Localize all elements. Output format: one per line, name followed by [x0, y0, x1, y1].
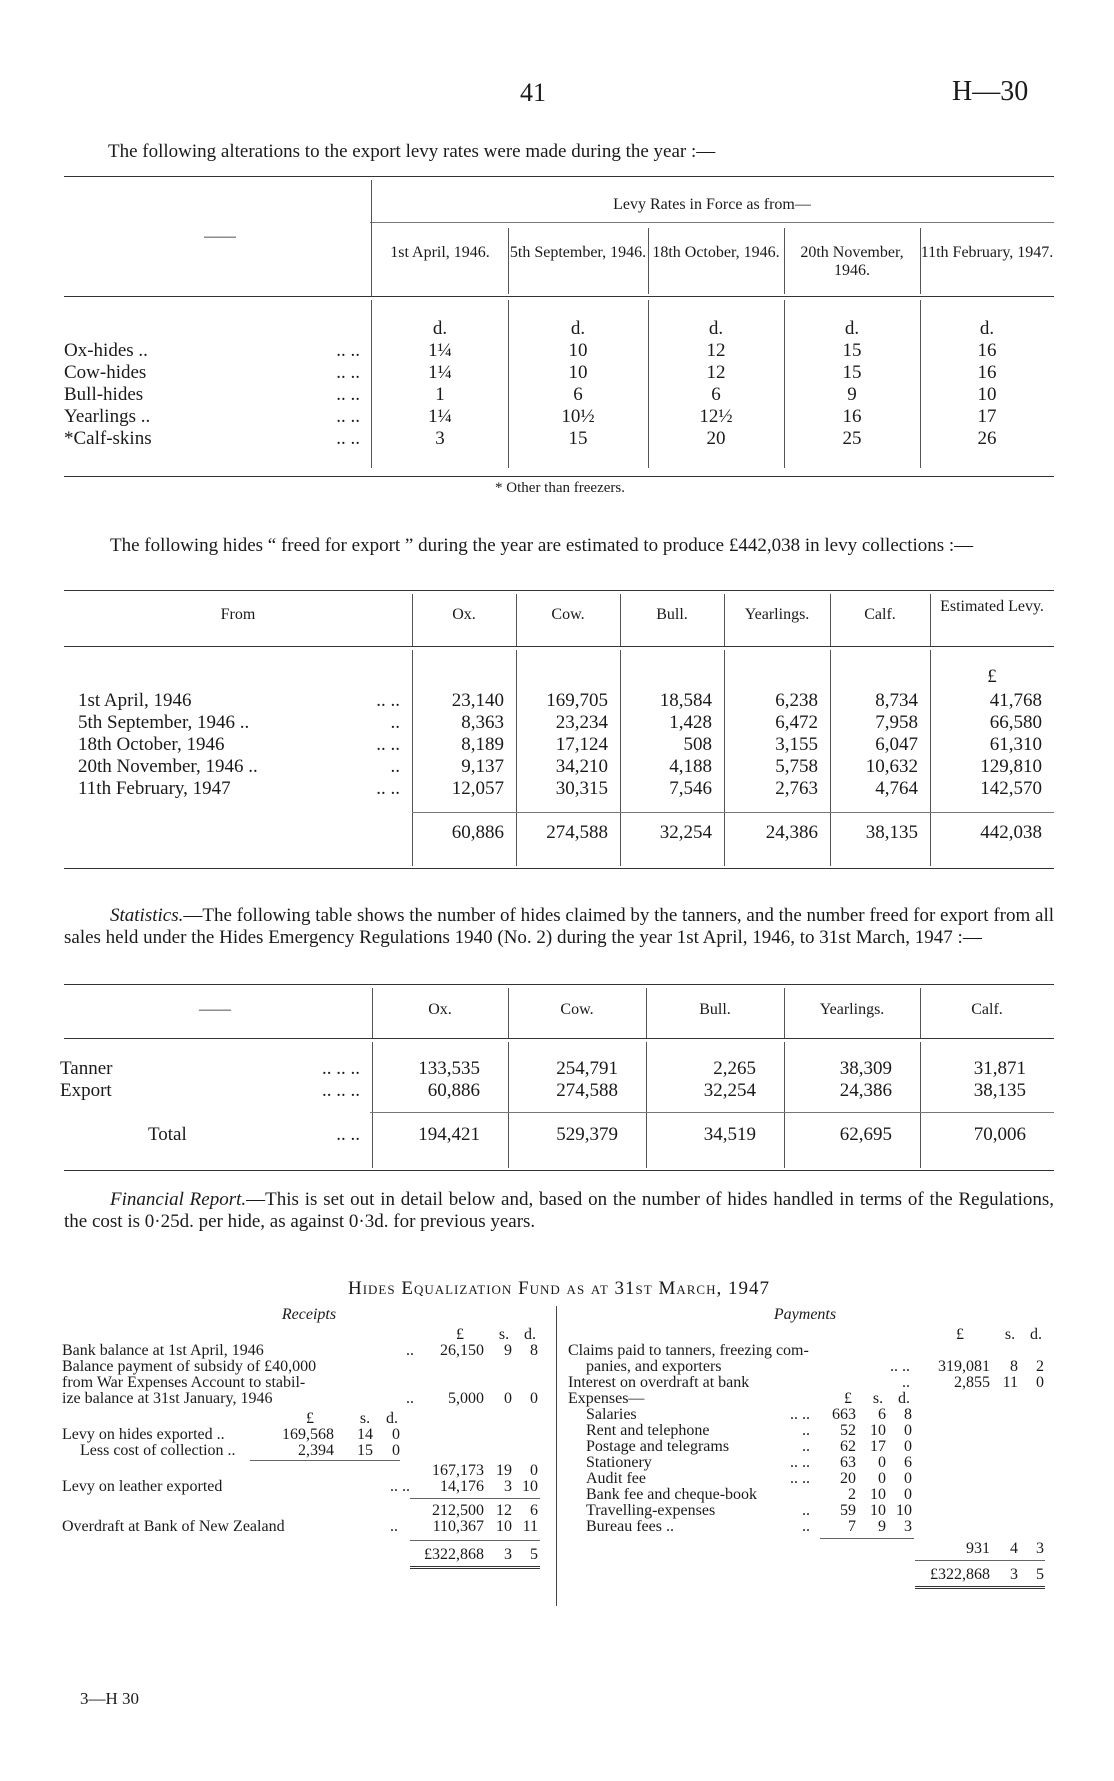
stat-total-cell: 70,006: [973, 1124, 1026, 1145]
expense-leader: ..: [802, 1502, 810, 1519]
freed-cell: 8,734: [875, 690, 918, 711]
freed-cell: 3,155: [775, 734, 818, 755]
expense-line: Bank fee and cheque-book: [586, 1486, 758, 1503]
expense-amount-pounds: 663: [832, 1406, 856, 1423]
levy-rate-cell: 10½: [561, 406, 595, 427]
lsd-heading-shillings: s.: [498, 1326, 510, 1343]
receipt-amount-pence: 8: [530, 1342, 538, 1359]
levy-rate-cell: 12: [706, 362, 726, 383]
freed-hides-intro: The following hides “ freed for export ” during the year are estimated to produce £442,038 in levy collections :—: [110, 535, 974, 556]
expenses-total-shillings: 4: [1010, 1540, 1018, 1557]
levy-rates-intro: The following alterations to the export levy rates were made during the year :—: [108, 141, 716, 162]
levy-hides-net-pence: 0: [530, 1462, 538, 1479]
levy-rate-cell: 1¼: [428, 406, 452, 427]
levy-hides-label: Levy on hides exported ..: [62, 1426, 225, 1443]
levy-column-heading: 20th November, 1946.: [800, 244, 904, 279]
less-collection-amount-pence: 0: [392, 1442, 400, 1459]
freed-cell: 10,632: [865, 756, 918, 777]
payment-amount-shillings: 11: [1002, 1374, 1018, 1391]
freed-cell: 30,315: [555, 778, 608, 799]
freed-total-cell: 24,386: [765, 822, 818, 843]
financial-lead: Financial Report.: [110, 1189, 247, 1210]
stat-row-leader: .. .. ..: [322, 1080, 360, 1101]
freed-cell: 2,763: [775, 778, 818, 799]
levy-rate-cell: 12: [706, 340, 726, 361]
document-code: H—30: [952, 76, 1029, 107]
levy-rate-cell: 1¼: [428, 362, 452, 383]
freed-total-cell: 60,886: [451, 822, 504, 843]
payments-heading: Payments: [773, 1306, 837, 1323]
expense-line: Postage and telegrams: [586, 1438, 730, 1455]
expense-leader: .. ..: [790, 1454, 810, 1471]
levy-unit-label: d.: [708, 318, 724, 339]
less-collection-amount-shillings: 15: [357, 1442, 373, 1459]
expense-line: Stationery: [586, 1454, 652, 1471]
expense-amount-pence: 0: [904, 1422, 912, 1439]
expense-leader: .. ..: [790, 1406, 810, 1423]
stat-header: Yearlings.: [819, 1001, 885, 1018]
freed-header-from: From: [220, 606, 256, 623]
receipts-total-pounds: £322,868: [424, 1546, 484, 1563]
stat-cell: 2,265: [713, 1058, 756, 1079]
payment-amount-pounds: 319,081: [938, 1358, 990, 1375]
levy-rate-cell: 16: [977, 340, 997, 361]
levy-leather-amount-shillings: 3: [504, 1478, 512, 1495]
expense-amount-pence: 6: [904, 1454, 912, 1471]
levy-row-leader: .. ..: [336, 406, 360, 427]
stat-total-cell: 62,695: [839, 1124, 892, 1145]
levy-footnote: * Other than freezers.: [495, 480, 625, 496]
lsd-expense-pounds: £: [844, 1390, 852, 1407]
expense-leader: ..: [802, 1438, 810, 1455]
payments-total-shillings: 3: [1010, 1566, 1018, 1583]
freed-cell: 41,768: [989, 690, 1042, 711]
financial-paragraph: [64, 1189, 1054, 1233]
stat-total-leader: .. ..: [336, 1124, 360, 1145]
less-collection-amount-pounds: 2,394: [298, 1442, 334, 1459]
stat-total-cell: 529,379: [556, 1124, 618, 1145]
levy-unit-label: d.: [432, 318, 448, 339]
freed-cell: 5,758: [775, 756, 818, 777]
stat-cell: 38,309: [839, 1058, 892, 1079]
freed-cell: 8,189: [461, 734, 504, 755]
receipt-line: from War Expenses Account to stabil-: [62, 1374, 306, 1391]
stat-cell: 60,886: [427, 1080, 480, 1101]
lsd-expense-pence: d.: [898, 1390, 910, 1407]
overdraft-label: Overdraft at Bank of New Zealand: [62, 1518, 285, 1535]
receipt-amount-pence: 0: [530, 1390, 538, 1407]
expense-amount-pence: 0: [904, 1470, 912, 1487]
receipt-leader: ..: [406, 1342, 414, 1359]
lsd-heading-pence: d.: [524, 1326, 536, 1343]
levy-rate-cell: 6: [711, 384, 721, 405]
expenses-total-pounds: 931: [966, 1540, 990, 1557]
receipts-heading: Receipts: [281, 1306, 337, 1323]
freed-cell: 17,124: [555, 734, 608, 755]
overdraft-amount-pence: 11: [522, 1518, 538, 1535]
statistics-text: —The following table shows the number of hides claimed by the tanners, and the number freed for export from all sales held under the Hides Emergency Regulations 1940 (No. 2) during the year 1st April, 1946, to 31st March, 1947 :—: [64, 905, 1054, 948]
overdraft-amount-pounds: 110,367: [432, 1518, 484, 1535]
levy-row-leader: .. ..: [336, 428, 360, 449]
expense-leader: ..: [802, 1422, 810, 1439]
levy-hides-amount-pounds: 169,568: [282, 1426, 334, 1443]
levy-unit-label: d.: [979, 318, 995, 339]
freed-cell: 23,140: [451, 690, 504, 711]
levy-row-label: Cow-hides: [64, 362, 147, 383]
levy-rate-cell: 1¼: [428, 340, 452, 361]
less-collection-label: Less cost of collection ..: [80, 1442, 236, 1459]
levy-rate-cell: 10: [568, 340, 588, 361]
expense-line: Travelling-expenses: [586, 1502, 716, 1519]
freed-cell: 23,234: [555, 712, 608, 733]
expense-amount-pounds: 63: [840, 1454, 856, 1471]
levy-unit-label: d.: [570, 318, 586, 339]
receipt-amount-shillings: 9: [504, 1342, 512, 1359]
receipt-line: Bank balance at 1st April, 1946: [62, 1342, 264, 1359]
expense-amount-shillings: 17: [870, 1438, 886, 1455]
expense-amount-shillings: 10: [870, 1502, 886, 1519]
levy-rate-cell: 10: [568, 362, 588, 383]
freed-cell: 4,764: [875, 778, 918, 799]
expense-amount-shillings: 6: [878, 1406, 886, 1423]
statistics-paragraph: [64, 905, 1054, 949]
receipts-subtotal-pence: 6: [530, 1502, 538, 1519]
expense-leader: .. ..: [790, 1470, 810, 1487]
receipts-subtotal-pounds: 212,500: [432, 1502, 484, 1519]
freed-total-cell: 274,588: [546, 822, 608, 843]
freed-cell: 66,580: [989, 712, 1042, 733]
expense-line: Rent and telephone: [586, 1422, 710, 1439]
freed-row-leader: ..: [390, 712, 400, 733]
expense-amount-pence: 0: [904, 1438, 912, 1455]
stat-cell: 133,535: [418, 1058, 480, 1079]
levy-row-label: Yearlings ..: [64, 406, 151, 427]
freed-cell: 9,137: [461, 756, 504, 777]
receipt-amount-pounds: 5,000: [448, 1390, 484, 1407]
levy-row-label: Ox-hides ..: [64, 340, 148, 361]
freed-header: Estimated Levy.: [940, 598, 1044, 615]
receipt-amount-shillings: 0: [504, 1390, 512, 1407]
levy-row-label: Bull-hides: [64, 384, 144, 405]
freed-row-label: 11th February, 1947: [78, 778, 231, 799]
expense-line: Bureau fees ..: [586, 1518, 674, 1535]
expense-amount-pounds: 59: [840, 1502, 856, 1519]
levy-leather-leader: .. ..: [390, 1478, 410, 1495]
expense-leader: ..: [802, 1518, 810, 1535]
payment-amount-pence: 0: [1036, 1374, 1044, 1391]
expense-amount-pence: 3: [904, 1518, 912, 1535]
payment-amount-shillings: 8: [1010, 1358, 1018, 1375]
lsd-expense-shillings: s.: [872, 1390, 884, 1407]
freed-cell: 6,047: [875, 734, 918, 755]
expense-amount-shillings: 10: [870, 1422, 886, 1439]
freed-cell: 6,472: [775, 712, 818, 733]
levy-row-leader: .. ..: [336, 362, 360, 383]
stat-cell: 274,588: [556, 1080, 618, 1101]
levy-hides-amount-pence: 0: [392, 1426, 400, 1443]
levy-rate-cell: 9: [847, 384, 857, 405]
freed-cell: 8,363: [461, 712, 504, 733]
levy-rate-cell: 15: [842, 362, 862, 383]
freed-cell: 34,210: [555, 756, 608, 777]
freed-cell: 1,428: [669, 712, 712, 733]
stat-total-cell: 34,519: [703, 1124, 756, 1145]
freed-row-label: 5th September, 1946 ..: [78, 712, 250, 733]
overdraft-amount-shillings: 10: [496, 1518, 512, 1535]
stat-header: Cow.: [560, 1001, 594, 1018]
expense-amount-shillings: 0: [878, 1470, 886, 1487]
stat-header: Ox.: [428, 1001, 452, 1018]
payment-leader: ..: [902, 1374, 910, 1391]
expense-line: Salaries: [586, 1406, 637, 1423]
freed-cell: 7,958: [875, 712, 918, 733]
freed-total-cell: 38,135: [865, 822, 918, 843]
stat-header-stub: ——: [199, 1001, 231, 1018]
lsd-inner-shillings: s.: [359, 1410, 371, 1427]
stat-row-label: Export: [60, 1080, 112, 1101]
fund-title: Hides Equalization Fund as at 31st March, 1947: [347, 1278, 770, 1299]
receipts-subtotal-shillings: 12: [496, 1502, 512, 1519]
stat-row-leader: .. .. ..: [322, 1058, 360, 1079]
payment-line: Claims paid to tanners, freezing com-: [568, 1342, 809, 1359]
levy-column-heading: 11th February, 1947.: [920, 244, 1054, 261]
levy-rate-cell: 25: [842, 428, 862, 449]
stat-cell: 31,871: [973, 1058, 1026, 1079]
currency-symbol: £: [987, 666, 997, 687]
lsd-heading-pounds: £: [956, 1326, 964, 1343]
freed-row-leader: ..: [390, 756, 400, 777]
receipts-total-shillings: 3: [504, 1546, 512, 1563]
levy-hides-net-pounds: 167,173: [432, 1462, 484, 1479]
lsd-heading-shillings: s.: [1004, 1326, 1016, 1343]
freed-row-label: 1st April, 1946: [78, 690, 192, 711]
expense-amount-pounds: 52: [840, 1422, 856, 1439]
levy-rate-cell: 16: [977, 362, 997, 383]
freed-cell: 6,238: [775, 690, 818, 711]
levy-group-heading: Levy Rates in Force as from—: [613, 196, 811, 213]
levy-rate-cell: 17: [977, 406, 997, 427]
levy-leather-amount-pounds: 14,176: [440, 1478, 484, 1495]
freed-header: Bull.: [656, 606, 688, 623]
lsd-inner-pence: d.: [386, 1410, 398, 1427]
payment-amount-pence: 2: [1036, 1358, 1044, 1375]
freed-row-leader: .. ..: [376, 734, 400, 755]
expenses-total-pence: 3: [1036, 1540, 1044, 1557]
freed-total-cell: 32,254: [659, 822, 712, 843]
expense-amount-pence: 8: [904, 1406, 912, 1423]
stat-total-cell: 194,421: [418, 1124, 480, 1145]
expense-amount-shillings: 9: [878, 1518, 886, 1535]
stat-header: Bull.: [699, 1001, 731, 1018]
payment-leader: .. ..: [890, 1358, 910, 1375]
stat-cell: 38,135: [973, 1080, 1026, 1101]
freed-cell: 4,188: [669, 756, 712, 777]
freed-cell: 12,057: [451, 778, 504, 799]
expense-amount-pence: 0: [904, 1486, 912, 1503]
levy-rate-cell: 26: [977, 428, 997, 449]
stat-header: Calf.: [971, 1001, 1003, 1018]
lsd-heading-pence: d.: [1030, 1326, 1042, 1343]
payment-amount-pounds: 2,855: [954, 1374, 990, 1391]
levy-leather-label: Levy on leather exported: [62, 1478, 223, 1495]
expense-amount-pence: 10: [896, 1502, 912, 1519]
payment-line: Interest on overdraft at bank: [568, 1374, 750, 1391]
levy-rate-cell: 10: [977, 384, 997, 405]
levy-row-label: *Calf-skins: [64, 428, 152, 449]
levy-hides-net-shillings: 19: [496, 1462, 512, 1479]
expense-amount-shillings: 10: [870, 1486, 886, 1503]
payments-total-pounds: £322,868: [930, 1566, 990, 1583]
page-number: 41: [520, 78, 546, 107]
freed-row-label: 18th October, 1946: [78, 734, 225, 755]
levy-leather-amount-pence: 10: [522, 1478, 538, 1495]
lsd-inner-pounds: £: [306, 1410, 314, 1427]
stat-total-label: Total: [148, 1124, 187, 1145]
levy-rate-cell: 12½: [699, 406, 733, 427]
stat-cell: 254,791: [556, 1058, 618, 1079]
levy-rate-cell: 15: [842, 340, 862, 361]
levy-column-heading: 5th September, 1946.: [509, 244, 647, 261]
expense-line: Audit fee: [586, 1470, 646, 1487]
levy-hides-amount-shillings: 14: [357, 1426, 373, 1443]
freed-cell: 61,310: [989, 734, 1042, 755]
freed-cell: 129,810: [980, 756, 1042, 777]
expenses-label: Expenses—: [568, 1390, 645, 1407]
freed-cell: 508: [683, 734, 712, 755]
freed-total-cell: 442,038: [980, 822, 1042, 843]
expense-amount-pounds: 2: [848, 1486, 856, 1503]
stat-row-label: Tanner: [60, 1058, 113, 1079]
levy-rate-cell: 3: [435, 428, 445, 449]
freed-cell: 169,705: [546, 690, 608, 711]
levy-stub-heading: ——: [204, 228, 236, 245]
freed-header: Ox.: [452, 606, 476, 623]
receipt-line: Balance payment of subsidy of £40,000: [62, 1358, 317, 1375]
freed-header: Yearlings.: [744, 606, 810, 623]
expense-amount-shillings: 0: [878, 1454, 886, 1471]
freed-header: Cow.: [551, 606, 585, 623]
expense-amount-pounds: 62: [840, 1438, 856, 1455]
freed-cell: 18,584: [659, 690, 712, 711]
lsd-heading-pounds: £: [456, 1326, 464, 1343]
levy-rate-cell: 20: [706, 428, 726, 449]
expense-amount-pounds: 20: [840, 1470, 856, 1487]
levy-row-leader: .. ..: [336, 384, 360, 405]
freed-header: Calf.: [864, 606, 896, 623]
levy-rate-cell: 6: [573, 384, 583, 405]
stat-cell: 24,386: [839, 1080, 892, 1101]
receipt-leader: ..: [406, 1390, 414, 1407]
payments-total-pence: 5: [1036, 1566, 1044, 1583]
payment-line: panies, and exporters: [586, 1358, 722, 1375]
levy-column-heading: 1st April, 1946.: [390, 244, 490, 261]
footer-reference: 3—H 30: [80, 1689, 140, 1708]
levy-unit-label: d.: [844, 318, 860, 339]
receipt-line: ize balance at 31st January, 1946: [62, 1390, 273, 1407]
stat-cell: 32,254: [703, 1080, 756, 1101]
freed-row-label: 20th November, 1946 ..: [78, 756, 258, 777]
freed-cell: 142,570: [980, 778, 1042, 799]
receipts-total-pence: 5: [530, 1546, 538, 1563]
levy-column-heading: 18th October, 1946.: [652, 244, 780, 261]
overdraft-leader: ..: [390, 1518, 398, 1535]
statistics-lead: Statistics.: [110, 905, 184, 926]
freed-cell: 7,546: [669, 778, 712, 799]
levy-rate-cell: 1: [435, 384, 445, 405]
levy-rate-cell: 15: [568, 428, 588, 449]
financial-text: —This is set out in detail below and, based on the number of hides handled in terms of the Regulations, the cost is 0·25d. per hide, as against 0·3d. for previous years.: [64, 1189, 1055, 1232]
levy-rate-cell: 16: [842, 406, 862, 427]
levy-row-leader: .. ..: [336, 340, 360, 361]
expense-amount-pounds: 7: [848, 1518, 856, 1535]
freed-row-leader: .. ..: [376, 690, 400, 711]
receipt-amount-pounds: 26,150: [440, 1342, 484, 1359]
freed-row-leader: .. ..: [376, 778, 400, 799]
